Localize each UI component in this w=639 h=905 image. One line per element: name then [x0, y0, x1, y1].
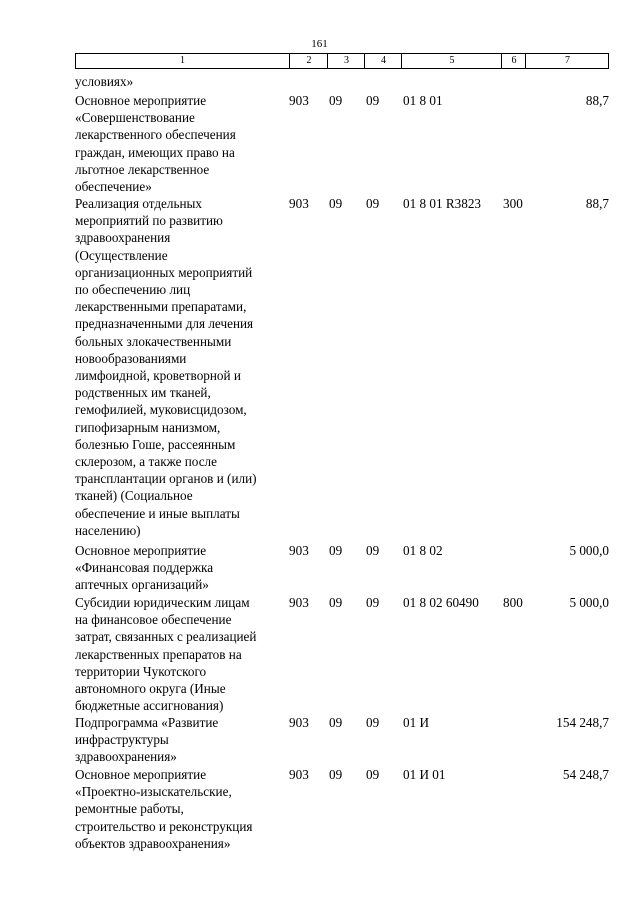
row-amount: 5 000,0 [569, 543, 609, 558]
row-code-target: 01 И 01 [403, 767, 446, 782]
row-code-subsection: 09 [366, 93, 380, 108]
row-name: Основное мероприятие «Финансовая поддержка аптечных организаций» [75, 543, 214, 593]
row-code-subsection: 09 [366, 595, 380, 610]
row-code-subsection: 09 [366, 196, 380, 211]
row-code-ministry: 903 [289, 595, 309, 610]
header-col-5: 5 [401, 54, 502, 68]
row-code-section: 09 [329, 595, 343, 610]
row-code-ministry: 903 [289, 93, 309, 108]
row-name: Основное мероприятие «Совершенствование лекарственного обеспечения граждан, имеющих право на льготное лекарственное обеспечение» [75, 93, 236, 195]
row-name: Основное мероприятие «Проектно-изыскательские, ремонтные работы, строительство и реконструкция объектов здравоохранения» [75, 767, 253, 851]
row-code-subsection: 09 [366, 767, 380, 782]
row-code-target: 01 8 01 R3823 [403, 196, 482, 211]
row-code-section: 09 [329, 93, 343, 108]
row-code-ministry: 903 [289, 543, 309, 558]
row-code-subsection: 09 [366, 715, 380, 730]
header-col-4: 4 [364, 54, 402, 68]
row-amount: 5 000,0 [569, 595, 609, 610]
header-col-1: 1 [180, 55, 185, 66]
row-code-section: 09 [329, 715, 343, 730]
row-name: Подпрограмма «Развитие инфраструктуры здравоохранения» [75, 715, 219, 765]
row-code-target: 01 8 02 [403, 543, 443, 558]
header-col-2: 2 [289, 54, 328, 68]
row-code-target: 01 8 01 [403, 93, 443, 108]
row-code-expense-type: 800 [503, 595, 523, 610]
row-amount: 54 248,7 [562, 767, 609, 782]
row-code-subsection: 09 [366, 543, 380, 558]
row-name: Субсидии юридическим лицам на финансовое обеспечение затрат, связанных с реализацией лекарственных препаратов на территории Чукотского автономного округа (Иные бюджетные ассигнования) [75, 595, 257, 714]
row-amount: 88,7 [585, 196, 609, 211]
row-code-ministry: 903 [289, 767, 309, 782]
page-number: 161 [311, 38, 328, 50]
header-col-6: 6 [501, 54, 526, 68]
continuation-text: условиях» [75, 74, 134, 89]
row-amount: 88,7 [585, 93, 609, 108]
row-code-section: 09 [329, 196, 343, 211]
table-header [75, 53, 609, 69]
header-col-7: 7 [525, 54, 609, 68]
row-code-target: 01 И [403, 715, 430, 730]
row-amount: 154 248,7 [556, 715, 609, 730]
header-col-3: 3 [327, 54, 365, 68]
row-code-target: 01 8 02 60490 [403, 595, 479, 610]
row-code-ministry: 903 [289, 715, 309, 730]
row-code-ministry: 903 [289, 196, 309, 211]
row-name: Реализация отдельных мероприятий по развитию здравоохранения (Осуществление организационных мероприятий по обеспечению лиц лекарственными препаратами, предназначенными для лечения больных злокачественными новообразованиями лимфоидной, кроветворной и родственных им тканей, гемофилией, муковисцидозом, гипофизарным нанизмом, болезнью Гоше, рассеянным склерозом, а также после трансплантации органов и (или) тканей) (Социальное обеспечение и иные выплаты населению) [75, 196, 257, 538]
row-code-section: 09 [329, 543, 343, 558]
row-code-section: 09 [329, 767, 343, 782]
row-code-expense-type: 300 [503, 196, 523, 211]
